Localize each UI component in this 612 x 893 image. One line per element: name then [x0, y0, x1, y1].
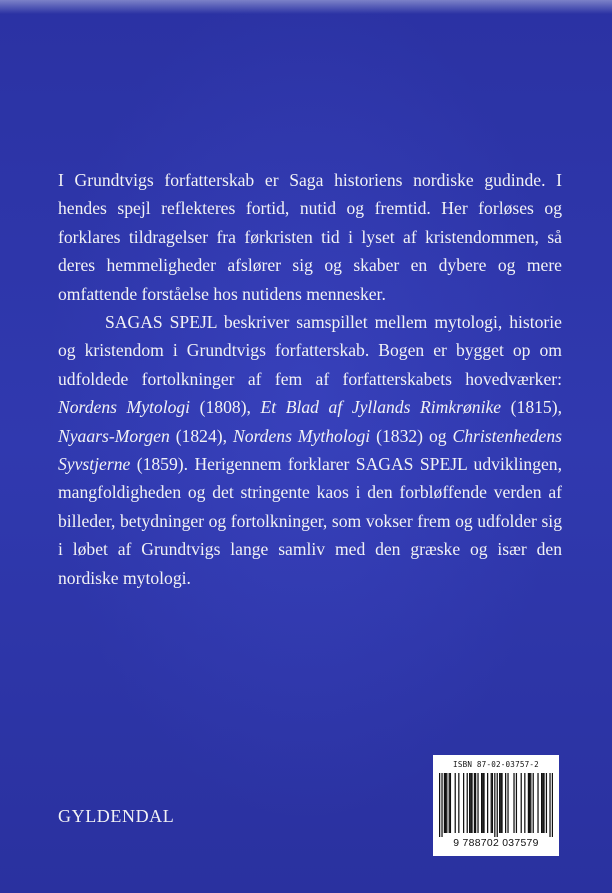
barcode-bar — [474, 773, 475, 833]
barcode-bar — [439, 773, 440, 837]
blurb-paragraph-2 — [58, 308, 562, 592]
barcode-bar — [470, 773, 471, 833]
blurb-text-run: (1815), — [501, 397, 562, 418]
barcode-bar — [542, 773, 543, 833]
blurb-text-run: (1808), — [190, 397, 261, 418]
barcode-bar — [543, 773, 544, 833]
barcode-bar — [487, 773, 488, 833]
barcode-bar — [533, 773, 534, 833]
barcode-bar — [521, 773, 522, 833]
barcode-bar — [494, 773, 495, 837]
blurb-text-run: (1859). Herigennem forklarer SAGAS SPEJL udviklingen, mangfoldigheden og det stringente kaos i den forbløffende verden af billeder, betydninger og fortolkninger, som vokser frem og udfolder sig i løbet af Grundtvigs lange samliv med den græske og især den nordiske mytologi. — [58, 454, 562, 588]
barcode-bar — [455, 773, 456, 833]
barcode-bar — [471, 773, 472, 833]
barcode-bar — [445, 773, 446, 833]
barcode-bar — [491, 773, 492, 833]
book-title-italic: Nordens Mytologi — [58, 397, 191, 418]
barcode-bar — [516, 773, 517, 833]
blurb-text-run: I Grundtvigs forfatterskab er Saga historiens nordiske gudinde. I hendes spejl reflekteres fortid, nutid og fremtid. Her forløses og forklares tildragelser fra førkristen tid i lyset af kristendommen, så deres hemmeligheder afslører sig og skaber en dybere og mere omfattende forståelse hos nutidens mennesker. — [58, 170, 562, 304]
barcode-bars — [439, 773, 553, 837]
barcode-bar — [541, 773, 542, 833]
barcode-bar — [501, 773, 502, 833]
barcode-bar — [546, 773, 547, 833]
barcode-bar — [530, 773, 531, 833]
back-cover-blurb — [58, 166, 562, 592]
cover-top-edge — [0, 0, 612, 14]
barcode-bar — [505, 773, 506, 833]
barcode-bar — [469, 773, 470, 833]
barcode-bar — [458, 773, 459, 833]
book-title-italic: Nordens Mythologi — [232, 425, 371, 446]
barcode-bar — [528, 773, 529, 833]
book-title-italic: Christenhedens Syvstjerne — [58, 425, 562, 475]
barcode-bar — [481, 773, 482, 833]
barcode-bar — [483, 773, 484, 833]
blurb-text-run: (1824), — [169, 425, 233, 446]
barcode-bar — [475, 773, 476, 833]
barcode — [433, 755, 559, 856]
barcode-bar — [497, 773, 498, 837]
blurb-paragraph-1 — [58, 166, 562, 308]
barcode-bar — [499, 773, 500, 833]
blurb-text-run: (1832) og — [370, 425, 453, 446]
barcode-bar — [513, 773, 514, 833]
barcode-bar — [444, 773, 445, 833]
barcode-bar — [500, 773, 501, 833]
barcode-bar — [477, 773, 478, 833]
book-title-italic: Et Blad af Jyllands Rimkrønike — [260, 397, 502, 418]
barcode-bar — [482, 773, 483, 833]
blurb-text-run: SAGAS SPEJL beskriver samspillet mellem mytologi, historie og kristendom i Grundtvigs forfatterskab. Bogen er bygget op om udfoldede fortolkninger af fem af forfatterskabets hovedværker: — [58, 312, 562, 389]
publisher-name: GYLDENDAL — [58, 806, 175, 826]
book-title-italic: Nyaars-Morgen — [58, 425, 170, 446]
barcode-bar — [446, 773, 447, 833]
barcode-bar — [463, 773, 464, 833]
ean-digits: 9 788702 037579 — [453, 838, 539, 849]
barcode-bar — [529, 773, 530, 833]
barcode-bar — [467, 773, 468, 833]
barcode-bar — [552, 773, 553, 837]
barcode-bar — [449, 773, 450, 833]
barcode-bar — [441, 773, 442, 837]
isbn-text: ISBN 87-02-03757-2 — [453, 760, 539, 769]
barcode-bar — [507, 773, 508, 833]
barcode-bar — [524, 773, 525, 833]
barcode-bar — [537, 773, 538, 833]
barcode-bar — [450, 773, 451, 833]
barcode-bar — [549, 773, 550, 837]
barcode-bar — [492, 773, 493, 833]
